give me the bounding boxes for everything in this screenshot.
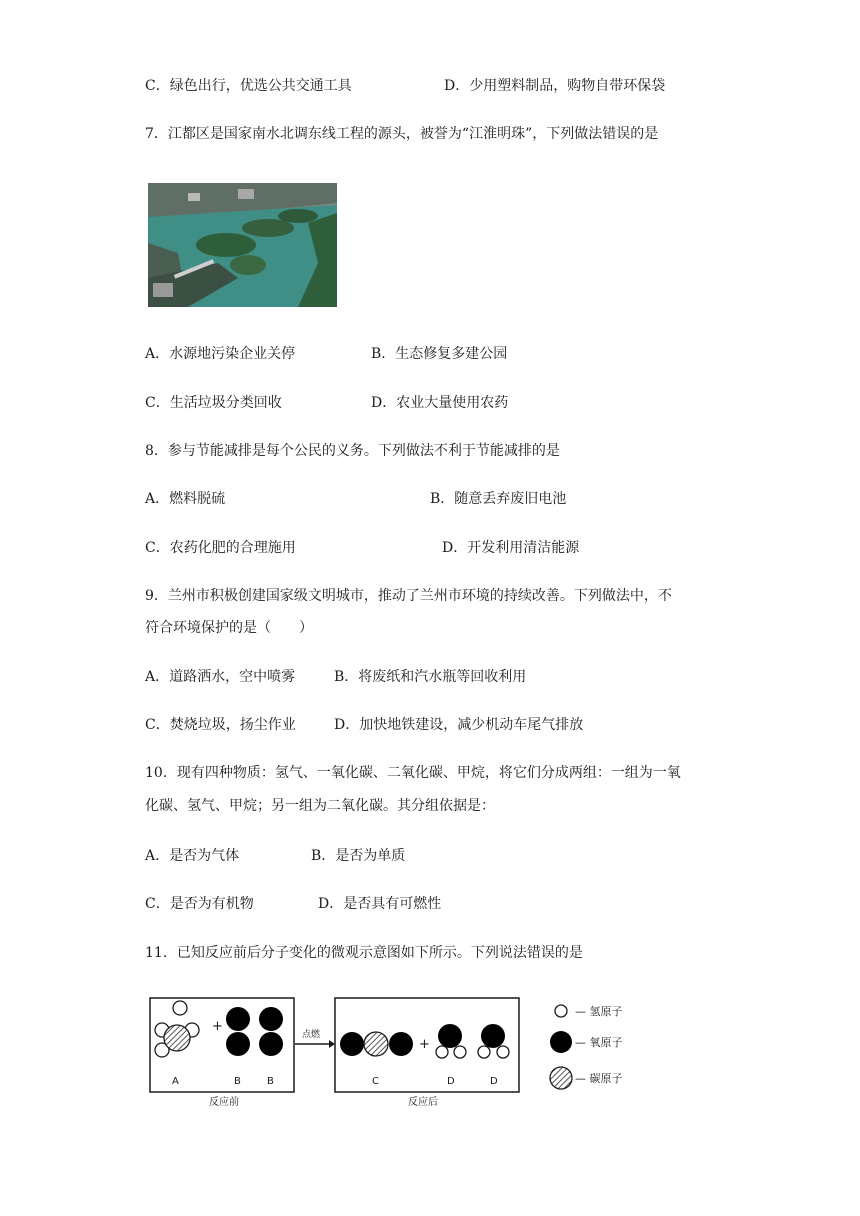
q8-option-d: D．开发利用清洁能源 [442,540,580,556]
label-c: C [372,1076,379,1087]
q10-option-a: A．是否为气体 [145,848,240,864]
legend-hydrogen [555,1004,623,1018]
plus-sign-2: + [419,1037,430,1052]
q7-option-d: D．农业大量使用农药 [371,395,509,411]
label-b-2: B [267,1076,274,1087]
q7-option-c: C．生活垃圾分类回收 [145,395,282,411]
molecule-b-1 [226,1007,250,1056]
molecule-d-1 [436,1024,466,1058]
q10-option-d: D．是否具有可燃性 [318,896,442,912]
label-b-1: B [234,1076,241,1087]
svg-text:— 碳原子: — 碳原子 [575,1072,623,1085]
q9-option-a: A．道路洒水，空中喷雾 [145,669,296,685]
q11-stem: 11．已知反应前后分子变化的微观示意图如下所示。下列说法错误的是 [145,945,583,961]
q6-option-d: D．少用塑料制品，购物自带环保袋 [444,78,666,94]
q9-stem-line-2: 符合环境保护的是（ ） [145,620,313,636]
molecule-b-2 [259,1007,283,1056]
jiangdu-aerial-photo [148,183,337,307]
q7-option-a: A．水源地污染企业关停 [145,346,296,362]
q8-option-b: B．随意丢弃废旧电池 [430,491,567,507]
q8-stem: 8．参与节能减排是每个公民的义务。下列做法不利于节能减排的是 [145,443,560,459]
q9-option-d: D．加快地铁建设，减少机动车尾气排放 [334,717,584,733]
q7-option-b: B．生态修复多建公园 [371,346,508,362]
q9-stem-line-1: 9．兰州市积极创建国家级文明城市，推动了兰州市环境的持续改善。下列做法中，不 [145,588,672,604]
q10-stem-line-1: 10．现有四种物质：氢气、一氧化碳、二氧化碳、甲烷，将它们分成两组：一组为一氧 [145,765,681,781]
arrow-condition: 点燃 [302,1030,321,1040]
label-d-1: D [447,1076,455,1087]
molecule-a [155,1001,199,1057]
molecule-reaction-diagram [145,992,665,1112]
legend-oxygen [550,1031,623,1053]
plus-sign-1: + [212,1019,223,1034]
before-caption: 反应前 [209,1097,239,1108]
reaction-arrow-icon [329,1040,335,1048]
molecule-d-2 [478,1024,509,1058]
q7-stem: 7．江都区是国家南水北调东线工程的源头，被誉为“江淮明珠”，下列做法错误的是 [145,126,659,142]
q10-stem-line-2: 化碳、氢气、甲烷；另一组为二氧化碳。其分组依据是： [145,798,495,814]
label-d-2: D [490,1076,498,1087]
q10-option-b: B．是否为单质 [311,848,406,864]
q6-option-c: C．绿色出行，优选公共交通工具 [145,78,352,94]
after-caption: 反应后 [408,1097,438,1108]
svg-text:— 氧原子: — 氧原子 [575,1036,623,1049]
molecule-c [340,1032,413,1056]
svg-text:— 氢原子: — 氢原子 [575,1005,623,1018]
label-a: A [172,1076,179,1087]
q10-option-c: C．是否为有机物 [145,896,254,912]
q9-option-b: B．将废纸和汽水瓶等回收利用 [334,669,527,685]
legend-carbon [550,1067,623,1089]
q9-option-c: C．焚烧垃圾，扬尘作业 [145,717,296,733]
q8-option-a: A．燃料脱硫 [145,491,226,507]
q8-option-c: C．农药化肥的合理施用 [145,540,296,556]
